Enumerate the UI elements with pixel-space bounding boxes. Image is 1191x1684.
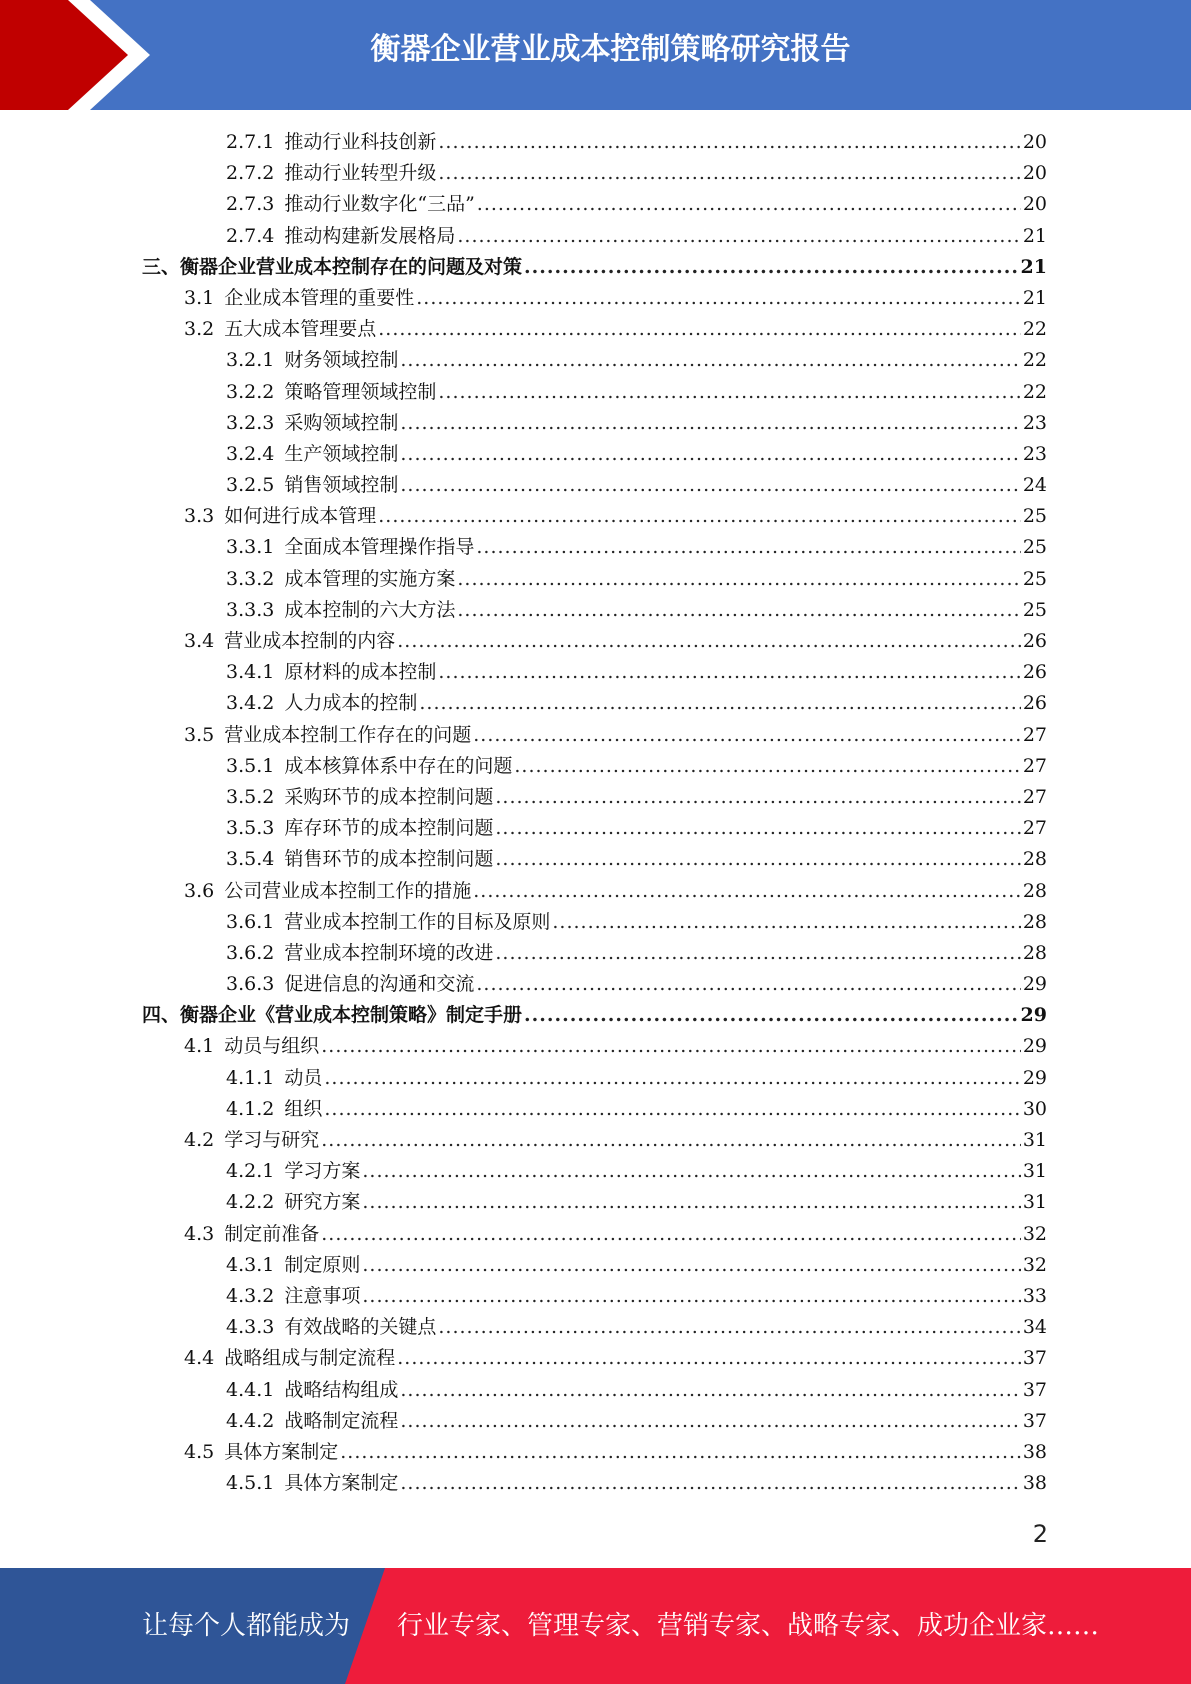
footer-slogan-left: 让每个人都能成为	[142, 1611, 351, 1641]
toc-entry-title: 推动行业转型升级	[284, 162, 437, 185]
toc-entry-page: 29	[1022, 1066, 1047, 1089]
toc-dot-leader	[476, 532, 1020, 563]
toc-entry[interactable]	[142, 564, 1047, 595]
toc-dot-leader	[514, 751, 1020, 782]
toc-entry-page: 31	[1022, 1129, 1047, 1151]
toc-dot-leader	[416, 283, 1021, 314]
toc-entry-title: 营业成本控制环境的改进	[284, 941, 494, 964]
toc-entry[interactable]	[142, 345, 1047, 376]
toc-entry-number: 3.6.1	[226, 910, 275, 933]
table-of-contents	[142, 127, 1047, 1499]
toc-entry[interactable]	[142, 595, 1047, 626]
toc-dot-leader	[438, 1312, 1020, 1343]
toc-entry-page: 28	[1022, 879, 1047, 902]
toc-dot-leader	[495, 844, 1020, 875]
toc-entry[interactable]	[142, 252, 1047, 283]
toc-dot-leader	[524, 1000, 1019, 1031]
toc-entry-title: 推动行业科技创新	[284, 131, 437, 153]
toc-entry[interactable]	[142, 876, 1047, 907]
toc-entry-page: 20	[1022, 162, 1047, 185]
toc-entry-page: 38	[1022, 1440, 1047, 1463]
toc-entry[interactable]	[142, 1343, 1047, 1374]
toc-dot-leader	[457, 221, 1020, 252]
toc-entry-title: 全面成本管理操作指导	[284, 536, 475, 559]
toc-dot-leader	[400, 439, 1020, 470]
toc-entry-page: 22	[1022, 380, 1047, 403]
page-header	[0, 0, 1191, 110]
toc-dot-leader	[378, 501, 1021, 532]
toc-entry-title: 三、衡器企业营业成本控制存在的问题及对策	[142, 255, 523, 278]
toc-entry-number: 3.2.5	[226, 474, 275, 497]
toc-entry-title: 研究方案	[284, 1191, 361, 1214]
document-title: 衡器企业营业成本控制策略研究报告	[370, 32, 851, 67]
toc-dot-leader	[362, 1281, 1020, 1312]
toc-entry-number: 3.2	[184, 318, 215, 341]
toc-entry-title: 制定前准备	[224, 1222, 320, 1245]
toc-entry-number: 2.7.3	[226, 193, 275, 216]
toc-entry-number: 4.3.3	[226, 1316, 275, 1339]
toc-entry-number: 3.5	[184, 723, 215, 746]
toc-entry-number: 4.4.2	[226, 1409, 275, 1432]
toc-entry[interactable]	[142, 969, 1047, 1000]
toc-entry-title: 销售环节的成本控制问题	[284, 848, 494, 871]
toc-entry-title: 战略组成与制定流程	[224, 1347, 396, 1370]
toc-entry-title: 成本控制的六大方法	[284, 598, 456, 621]
toc-entry-number: 4.3	[184, 1222, 215, 1245]
toc-dot-leader	[552, 907, 1020, 938]
toc-entry[interactable]	[142, 1281, 1047, 1312]
toc-entry[interactable]	[142, 720, 1047, 751]
toc-dot-leader	[397, 626, 1021, 657]
toc-entry-title: 财务领域控制	[284, 349, 399, 372]
toc-entry-page: 32	[1022, 1222, 1047, 1245]
toc-entry-title: 动员	[284, 1066, 323, 1089]
toc-entry-number: 4.1	[184, 1035, 215, 1058]
toc-entry-number: 3.2.3	[226, 411, 275, 434]
toc-entry-title: 促进信息的沟通和交流	[284, 973, 475, 996]
toc-entry[interactable]	[142, 439, 1047, 470]
toc-entry-number: 4.5	[184, 1440, 215, 1463]
toc-entry-page: 33	[1022, 1284, 1047, 1307]
toc-entry[interactable]	[142, 907, 1047, 938]
toc-entry-title: 营业成本控制工作的目标及原则	[284, 910, 551, 933]
toc-dot-leader	[400, 1375, 1020, 1406]
toc-entry-number: 4.1.2	[226, 1097, 275, 1120]
toc-entry-number: 3.5.1	[226, 754, 275, 777]
toc-entry[interactable]	[142, 470, 1047, 501]
toc-entry-page: 28	[1022, 910, 1047, 933]
toc-dot-leader	[473, 876, 1021, 907]
toc-entry-number: 3.3.1	[226, 536, 275, 559]
toc-entry-page: 20	[1022, 131, 1047, 153]
toc-entry-number: 3.2.4	[226, 442, 275, 465]
toc-entry-title: 营业成本控制的内容	[224, 630, 396, 652]
toc-dot-leader	[457, 595, 1020, 626]
toc-dot-leader	[397, 1343, 1021, 1374]
toc-dot-leader	[400, 1468, 1020, 1499]
toc-entry-title: 推动行业数字化“三品”	[284, 193, 475, 216]
toc-dot-leader	[473, 720, 1021, 751]
toc-dot-leader	[400, 1406, 1020, 1437]
toc-entry-page: 20	[1022, 193, 1047, 216]
toc-entry[interactable]	[142, 501, 1047, 532]
toc-entry-page: 37	[1022, 1378, 1047, 1401]
toc-entry[interactable]	[142, 1406, 1047, 1437]
toc-entry-page: 29	[1020, 1004, 1047, 1027]
toc-entry-page: 29	[1022, 973, 1047, 996]
toc-entry-number: 4.3.2	[226, 1284, 275, 1307]
toc-entry[interactable]	[142, 1125, 1047, 1156]
toc-entry[interactable]	[142, 1000, 1047, 1031]
toc-entry[interactable]	[142, 1375, 1047, 1406]
toc-entry-page: 25	[1022, 598, 1047, 621]
toc-entry-title: 制定原则	[284, 1253, 361, 1276]
toc-entry[interactable]	[142, 377, 1047, 408]
toc-entry-page: 27	[1022, 785, 1047, 808]
toc-entry-title: 具体方案制定	[224, 1440, 339, 1463]
toc-dot-leader	[419, 688, 1020, 719]
toc-entry[interactable]	[142, 1437, 1047, 1468]
toc-entry[interactable]	[142, 532, 1047, 563]
toc-entry-page: 25	[1022, 567, 1047, 590]
toc-entry-title: 具体方案制定	[284, 1472, 399, 1495]
toc-dot-leader	[378, 314, 1021, 345]
toc-entry-page: 32	[1022, 1253, 1047, 1276]
toc-entry[interactable]	[142, 1063, 1047, 1094]
toc-entry-page: 22	[1022, 349, 1047, 372]
toc-entry-number: 3.3.3	[226, 598, 275, 621]
toc-entry-number: 4.5.1	[226, 1472, 275, 1495]
toc-entry-number: 3.1	[184, 286, 215, 309]
toc-dot-leader	[495, 813, 1020, 844]
toc-entry[interactable]	[142, 938, 1047, 969]
toc-entry-number: 4.2.1	[226, 1160, 275, 1183]
toc-entry[interactable]	[142, 657, 1047, 688]
footer-slogan-right: 行业专家、管理专家、营销专家、战略专家、成功企业家……	[397, 1611, 1100, 1641]
toc-entry-number: 3.5.4	[226, 848, 275, 871]
toc-entry-number: 4.1.1	[226, 1066, 275, 1089]
toc-dot-leader	[476, 969, 1020, 1000]
toc-entry-title: 原材料的成本控制	[284, 661, 437, 684]
toc-entry-title: 策略管理领域控制	[284, 380, 437, 403]
toc-entry[interactable]	[142, 782, 1047, 813]
toc-entry-number: 3.4.1	[226, 661, 275, 684]
toc-entry[interactable]	[142, 1250, 1047, 1281]
toc-entry-page: 37	[1022, 1409, 1047, 1432]
toc-entry-title: 人力成本的控制	[284, 692, 418, 715]
toc-entry-page: 21	[1022, 286, 1047, 309]
toc-entry-number: 3.4.2	[226, 692, 275, 715]
toc-dot-leader	[495, 782, 1020, 813]
toc-dot-leader	[362, 1187, 1020, 1218]
toc-entry-title: 战略结构组成	[284, 1378, 399, 1401]
toc-entry[interactable]	[142, 1187, 1047, 1218]
toc-dot-leader	[400, 408, 1020, 439]
toc-entry-page: 27	[1022, 723, 1047, 746]
toc-entry-number: 3.2.2	[226, 380, 275, 403]
toc-entry-number: 2.7.1	[226, 131, 275, 153]
toc-entry-number: 3.3	[184, 505, 215, 528]
toc-entry[interactable]	[142, 1468, 1047, 1499]
toc-entry[interactable]	[142, 127, 1047, 158]
toc-entry-page: 27	[1022, 754, 1047, 777]
toc-dot-leader	[438, 158, 1020, 189]
toc-dot-leader	[324, 1094, 1020, 1125]
toc-dot-leader	[400, 470, 1020, 501]
toc-dot-leader	[495, 938, 1020, 969]
toc-entry-title: 组织	[284, 1097, 323, 1120]
toc-dot-leader	[321, 1031, 1021, 1062]
toc-entry-number: 3.6.2	[226, 941, 275, 964]
page-footer	[0, 1568, 1191, 1684]
toc-entry-title: 生产领域控制	[284, 442, 399, 465]
toc-entry[interactable]	[142, 221, 1047, 252]
toc-entry-title: 采购领域控制	[284, 411, 399, 434]
toc-entry-number: 3.6.3	[226, 973, 275, 996]
toc-entry-title: 采购环节的成本控制问题	[284, 785, 494, 808]
toc-entry-page: 23	[1022, 442, 1047, 465]
toc-entry-page: 22	[1022, 318, 1047, 341]
toc-entry-number: 2.7.2	[226, 162, 275, 185]
toc-entry-number: 4.3.1	[226, 1253, 275, 1276]
toc-entry-title: 四、衡器企业《营业成本控制策略》制定手册	[142, 1004, 523, 1027]
toc-dot-leader	[524, 252, 1019, 283]
toc-entry-title: 成本管理的实施方案	[284, 567, 456, 590]
toc-entry-page: 25	[1022, 536, 1047, 559]
toc-entry-title: 注意事项	[284, 1284, 361, 1307]
toc-entry-number: 4.2.2	[226, 1191, 275, 1214]
toc-entry[interactable]	[142, 408, 1047, 439]
toc-entry-number: 3.4	[184, 630, 215, 652]
toc-entry[interactable]	[142, 1094, 1047, 1125]
toc-dot-leader	[438, 127, 1020, 158]
toc-entry-page: 29	[1022, 1035, 1047, 1058]
toc-entry[interactable]	[142, 314, 1047, 345]
toc-dot-leader	[438, 657, 1020, 688]
toc-entry[interactable]	[142, 189, 1047, 220]
toc-dot-leader	[362, 1250, 1020, 1281]
toc-entry-page: 30	[1022, 1097, 1047, 1120]
toc-entry-page: 26	[1022, 692, 1047, 715]
toc-entry-number: 4.4	[184, 1347, 215, 1370]
toc-dot-leader	[457, 564, 1020, 595]
toc-entry[interactable]	[142, 813, 1047, 844]
toc-entry-page: 27	[1022, 817, 1047, 840]
toc-dot-leader	[400, 345, 1020, 376]
toc-entry-page: 21	[1020, 255, 1047, 278]
toc-entry[interactable]	[142, 626, 1047, 657]
toc-entry-page: 34	[1022, 1316, 1047, 1339]
toc-entry[interactable]	[142, 1031, 1047, 1062]
toc-entry-number: 4.2	[184, 1129, 215, 1151]
page-number: 2	[1032, 1520, 1048, 1548]
toc-entry-page: 26	[1022, 630, 1047, 652]
toc-entry-number: 2.7.4	[226, 224, 275, 247]
toc-entry-page: 24	[1022, 474, 1047, 497]
toc-entry-page: 28	[1022, 848, 1047, 871]
toc-entry[interactable]	[142, 844, 1047, 875]
toc-entry-page: 26	[1022, 661, 1047, 684]
toc-entry[interactable]	[142, 1156, 1047, 1187]
toc-entry-title: 动员与组织	[224, 1035, 320, 1058]
toc-entry-page: 37	[1022, 1347, 1047, 1370]
toc-entry-title: 有效战略的关键点	[284, 1316, 437, 1339]
toc-entry-title: 库存环节的成本控制问题	[284, 817, 494, 840]
toc-entry[interactable]	[142, 1312, 1047, 1343]
toc-entry-title: 销售领域控制	[284, 474, 399, 497]
toc-entry[interactable]	[142, 751, 1047, 782]
toc-entry-number: 3.5.2	[226, 785, 275, 808]
toc-entry[interactable]	[142, 158, 1047, 189]
toc-dot-leader	[362, 1156, 1020, 1187]
toc-entry-number: 3.6	[184, 879, 215, 902]
toc-entry[interactable]	[142, 688, 1047, 719]
toc-entry[interactable]	[142, 1219, 1047, 1250]
toc-entry-number: 4.4.1	[226, 1378, 275, 1401]
toc-entry-title: 如何进行成本管理	[224, 505, 377, 528]
toc-dot-leader	[477, 189, 1021, 220]
toc-entry-title: 营业成本控制工作存在的问题	[224, 723, 472, 746]
toc-entry-page: 28	[1022, 941, 1047, 964]
toc-dot-leader	[324, 1063, 1020, 1094]
toc-entry-title: 学习与研究	[224, 1129, 320, 1151]
toc-entry-title: 五大成本管理要点	[224, 318, 377, 341]
toc-entry-page: 38	[1022, 1472, 1047, 1495]
toc-entry-title: 战略制定流程	[284, 1409, 399, 1432]
toc-dot-leader	[438, 377, 1020, 408]
toc-entry-page: 31	[1022, 1160, 1047, 1183]
toc-entry-page: 21	[1022, 224, 1047, 247]
toc-entry-page: 25	[1022, 505, 1047, 528]
toc-entry[interactable]	[142, 283, 1047, 314]
toc-entry-number: 3.3.2	[226, 567, 275, 590]
toc-entry-number: 3.5.3	[226, 817, 275, 840]
toc-entry-title: 企业成本管理的重要性	[224, 286, 415, 309]
toc-entry-title: 推动构建新发展格局	[284, 224, 456, 247]
toc-entry-page: 23	[1022, 411, 1047, 434]
toc-entry-title: 成本核算体系中存在的问题	[284, 754, 513, 777]
toc-entry-number: 3.2.1	[226, 349, 275, 372]
toc-entry-page: 31	[1022, 1191, 1047, 1214]
toc-entry-title: 公司营业成本控制工作的措施	[224, 879, 472, 902]
toc-dot-leader	[340, 1437, 1021, 1468]
toc-dot-leader	[321, 1219, 1021, 1250]
toc-dot-leader	[321, 1125, 1021, 1156]
toc-entry-title: 学习方案	[284, 1160, 361, 1183]
